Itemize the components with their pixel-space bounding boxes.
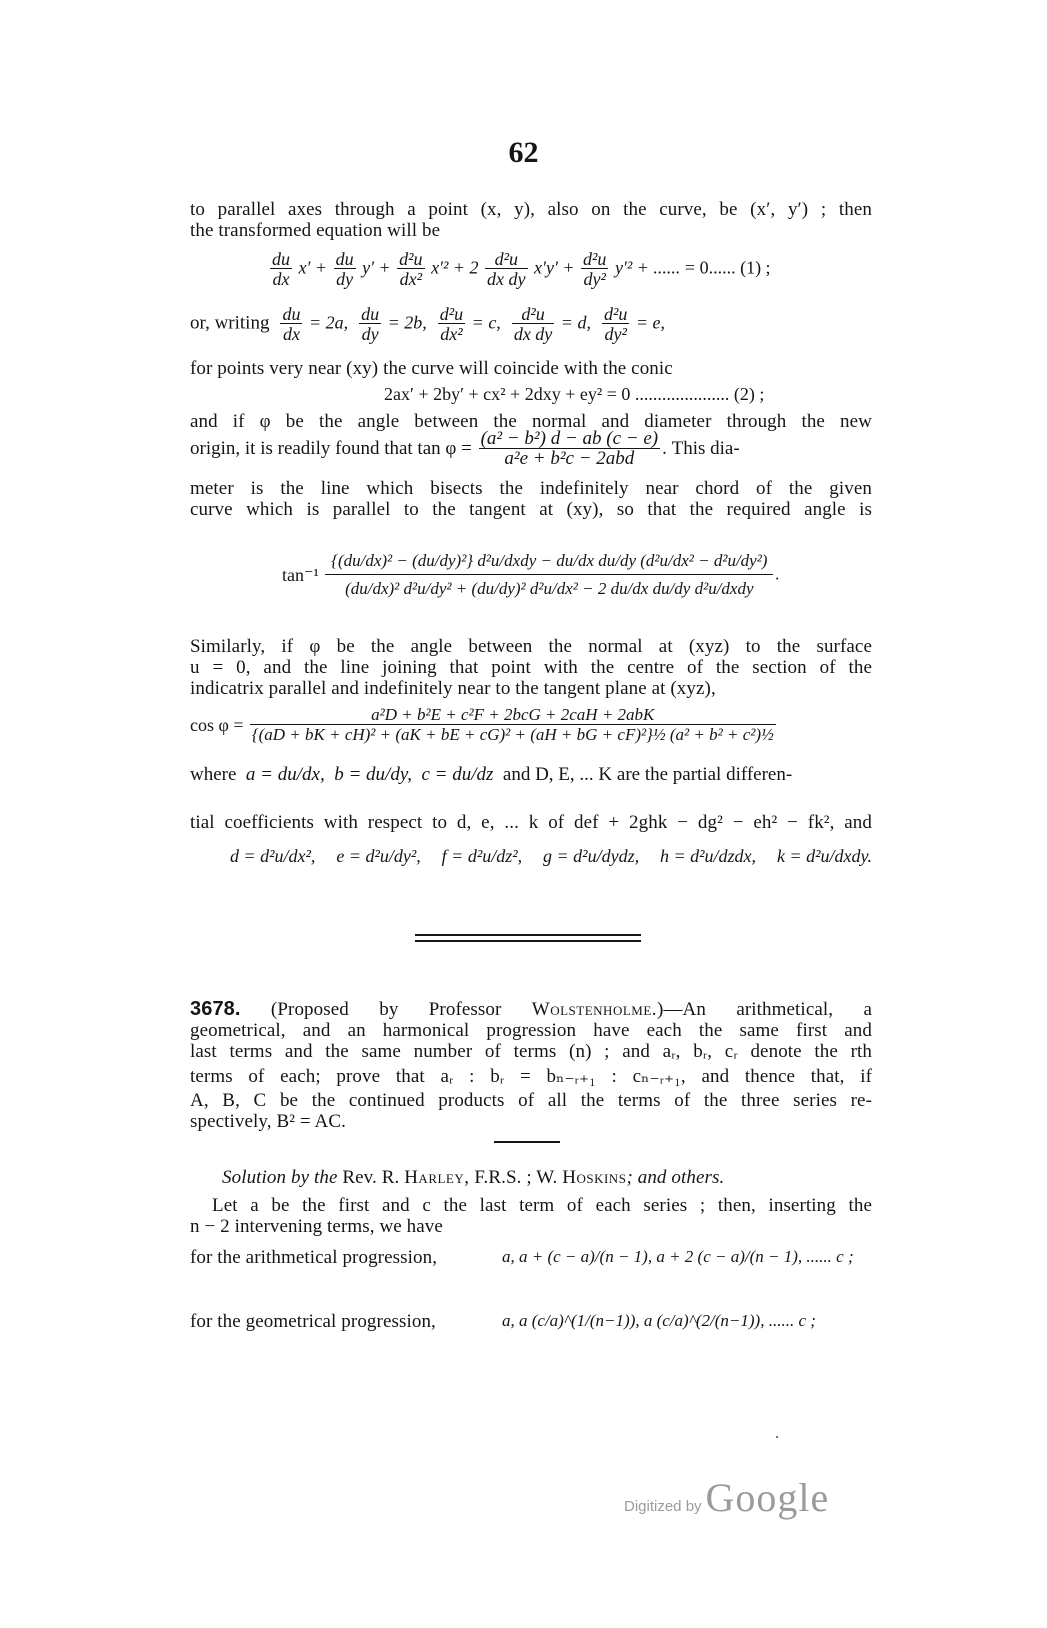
text-line: tial coefficients with respect to d, e, ... k of def + 2ghk − dg² − eh² − fk², and (190, 812, 872, 833)
arithmetical-label: for the arithmetical progression, (190, 1247, 438, 1268)
tan-phi-prefix: origin, it is readily found that tan φ = (190, 437, 472, 459)
writing-value: = e, (635, 312, 665, 333)
solution-heading-intro: Solution by the (222, 1167, 338, 1188)
solution-heading (222, 1167, 872, 1188)
text-line: and if φ be the angle between the normal and diameter through the new (190, 411, 872, 432)
cos-denominator: {(aD + bK + cH)² + (aK + bE + cG)² + (aH + bG + cF)²}½ (a² + b² + c²)½ (251, 725, 774, 744)
text-line: curve which is parallel to the tangent at (xy), so that the required angle is (190, 499, 872, 520)
where-tail: and D, E, ... K are the partial differen- (502, 764, 793, 785)
writing-prefix: or, writing (190, 312, 270, 334)
text-line: Let a be the first and c the last term of each series ; then, inserting the (212, 1195, 872, 1216)
coefficient-g: g = d²u/dydz, (543, 846, 640, 866)
tan-phi-line (190, 430, 872, 469)
solution-heading-tail: ; and others. (626, 1167, 725, 1188)
question-proposer: Wolstenholme. (531, 999, 658, 1020)
coefficient-definitions (230, 846, 872, 867)
tan-denominator: (du/dx)² d²u/dy² + (du/dy)² d²u/dx² − 2 du/dx du/dy d²u/dxdy (345, 579, 754, 598)
cos-phi-label: cos φ = (190, 715, 244, 735)
page-speck (776, 1436, 778, 1438)
equation-1-tail: = 0...... (1) ; (684, 257, 771, 278)
cos-numerator: a²D + b²E + c²F + 2bcG + 2caH + 2abK (250, 706, 776, 725)
question-header-line (190, 999, 872, 1020)
text-line: u = 0, and the line joining that point with the centre of the section of the (190, 657, 872, 678)
solution-heading-mid: F.R.S. ; W. (474, 1167, 558, 1188)
coefficient-e: e = d²u/dy², (336, 846, 421, 866)
writing-value: = c, (471, 312, 501, 333)
text-line: last terms and the same number of terms (n) ; and aᵣ, bᵣ, cᵣ denote the rth (190, 1041, 872, 1062)
text-line: spectively, B² = AC. (190, 1111, 346, 1132)
tan-phi-numerator: (a² − b²) d − ab (c − e) (480, 430, 659, 449)
question-number: 3678. (190, 998, 241, 1020)
text-line: the transformed equation will be (190, 220, 441, 241)
text-line: indicatrix parallel and indefinitely near to the tangent plane at (xyz), (190, 678, 716, 699)
coefficient-d: d = d²u/dx², (230, 846, 316, 866)
definition-c: c = du/dz (421, 764, 494, 785)
tan-phi-denominator: a²e + b²c − 2abd (504, 448, 635, 469)
definition-a: a = du/dx, (245, 764, 325, 785)
short-divider (494, 1141, 560, 1143)
solution-heading-title: Rev. R. (342, 1167, 400, 1188)
text-line: A, B, C be the continued products of all the terms of the three series re- (190, 1090, 872, 1111)
text-line: Similarly, if φ be the angle between the normal at (xyz) to the surface (190, 636, 872, 657)
inverse-tangent-formula: tan⁻¹ {(du/dx)² − (du/dy)²} d²u/dxdy − du/dx du/dy (d²u/dx² − d²u/dy²) (du/dx)² d²u/dy² + (du/dy)² d²u/dx² − 2 du/dx du/dy d²u/dxdy . (282, 548, 842, 603)
question-intro-tail: )—An arithmetical, a (657, 999, 872, 1020)
question-intro: (Proposed by Professor (270, 999, 502, 1020)
text-line: terms of each; prove that aᵣ : bᵣ = bₙ₋ᵣ₊₁ : cₙ₋ᵣ₊₁, and thence that, if (190, 1066, 872, 1087)
watermark-brand: Google (705, 1475, 830, 1520)
writing-definitions: or, writing $\frac{du}{dx}$ = 2a, $\frac{du}{dy}$ = 2b, $\frac{\text{d²u}}{\text{dx²}}$ = c, $\frac{\text{d²u}}{\text{dx dy}}$ = d, $\frac{\text{d²u}}{\text{dy²}}$ = e, (190, 305, 665, 344)
geometrical-label: for the geometrical progression, (190, 1311, 436, 1332)
solver-name-2: Hoskins (562, 1167, 627, 1188)
writing-value: = 2a, (308, 312, 349, 333)
text-line: n − 2 intervening terms, we have (190, 1216, 443, 1237)
text-line: geometrical, and an harmonical progression have each the same first and (190, 1020, 872, 1041)
text-line: for points very near (xy) the curve will coincide with the conic (190, 358, 673, 379)
watermark-prefix: Digitized by (624, 1498, 702, 1515)
coefficient-h: h = d²u/dzdx, (659, 846, 757, 866)
arithmetical-terms: a, a + (c − a)/(n − 1), a + 2 (c − a)/(n − 1), ...... c ; (502, 1247, 854, 1266)
cos-phi-formula (190, 706, 872, 745)
tan-phi-suffix: . This dia- (662, 437, 740, 459)
writing-value: = d, (560, 312, 591, 333)
coefficient-k: k = d²u/dxdy. (776, 846, 872, 866)
geometrical-terms: a, a (c/a)^(1/(n−1)), a (c/a)^(2/(n−1)), ...... c ; (502, 1311, 816, 1330)
text-line: to parallel axes through a point (x, y), also on the curve, be (x′, y′) ; then (190, 199, 872, 220)
where-label: where (190, 764, 237, 785)
coefficient-f: f = d²u/dz², (441, 846, 523, 866)
solver-name-1: Harley, (404, 1167, 470, 1188)
tan-numerator: {(du/dx)² − (du/dy)²} d²u/dxdy − du/dx du/dy (d²u/dx² − d²u/dy²) (325, 548, 773, 575)
writing-value: = 2b, (387, 312, 427, 333)
section-divider-top (415, 934, 641, 936)
text-line: meter is the line which bisects the indefinitely near chord of the given (190, 478, 872, 499)
tan-inverse-label: tan⁻¹ (282, 565, 319, 585)
page-number: 62 (508, 136, 539, 169)
equation-2: 2ax′ + 2by′ + cx² + 2dxy + ey² = 0 ..................... (2) ; (384, 384, 765, 404)
definition-b: b = du/dy, (334, 764, 412, 785)
equation-1: $\frac{du}{dx}$ x′ + $\frac{du}{dy}$ y′ + $\frac{\text{d²u}}{\text{dx²}}$ x′² + 2 $\frac{\text{d²u}}{\text{dx dy}}$ x′y′ + $\frac{\text{d²u}}{\text{dy²}}$ y′² + ...... = 0...... (1) ; (272, 250, 771, 289)
where-definitions (190, 764, 872, 786)
section-divider-bottom (415, 940, 641, 942)
digitized-watermark (624, 1474, 829, 1521)
